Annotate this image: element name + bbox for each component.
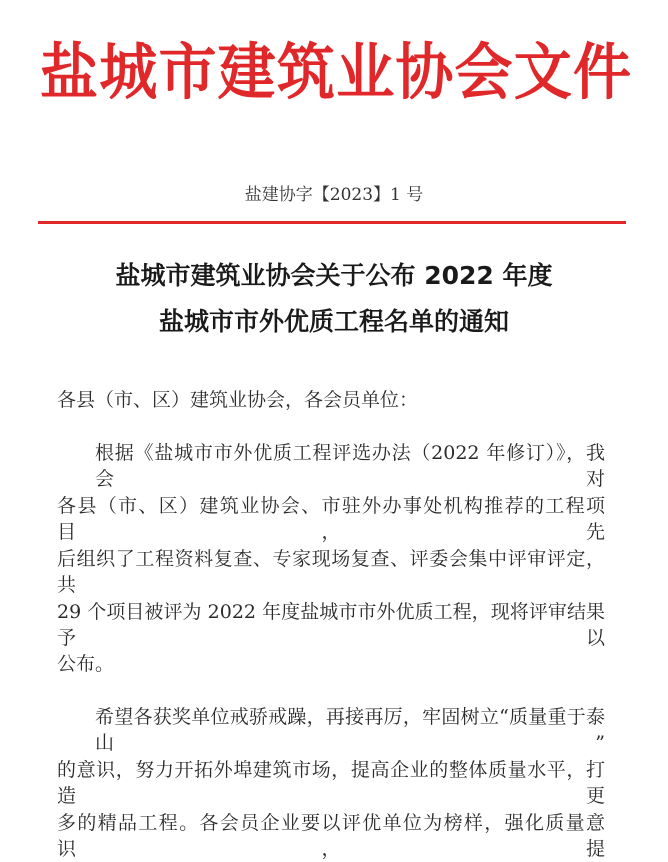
document-masthead: 盐城市建筑业协会文件 — [40, 36, 630, 108]
body-line: 各县（市、区）建筑业协会、市驻外办事处机构推荐的工程项目，先 — [57, 495, 605, 543]
body-line: 的意识，努力开拓外埠建筑市场，提高企业的整体质量水平，打造更 — [57, 759, 605, 807]
red-divider — [38, 221, 626, 224]
body-line: 多的精品工程。各会员企业要以评优单位为榜样，强化质量意识，提 — [57, 812, 605, 860]
body-line: 29 个项目被评为 2022 年度盐城市市外优质工程，现将评审结果予以 — [57, 601, 605, 649]
notice-title-line-2: 盐城市市外优质工程名单的通知 — [158, 307, 509, 336]
notice-title-line-1: 盐城市建筑业协会关于公布 2022 年度 — [115, 261, 553, 290]
body-line: 希望各获奖单位戒骄戒躁，再接再厉，牢固树立“质量重于泰山” — [95, 706, 605, 754]
body-line: 根据《盐城市市外优质工程评选办法（2022 年修订）》，我会对 — [95, 442, 605, 490]
document-number: 盐建协字【2023】1 号 — [244, 185, 424, 205]
body-line: 公布。 — [57, 653, 115, 675]
body-line: 后组织了工程资料复查、专家现场复查、评委会集中评审评定，共 — [57, 548, 605, 596]
salutation: 各县（市、区）建筑业协会，各会员单位： — [57, 389, 419, 411]
